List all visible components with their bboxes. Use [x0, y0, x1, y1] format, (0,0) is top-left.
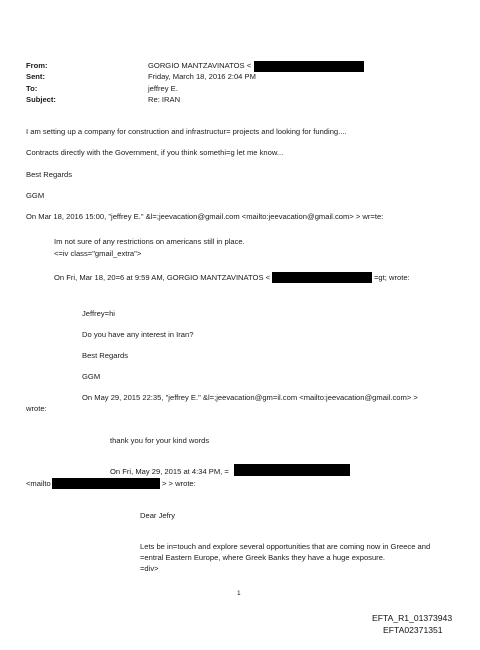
quote-3-wrote: wrote: [26, 404, 47, 413]
redaction-quote-4-sender [234, 464, 350, 476]
quote-4-greeting: Dear Jefry [140, 511, 176, 520]
bates-number-2: EFTA02371351 [383, 625, 443, 635]
sent-label: Sent: [26, 72, 45, 81]
signature-2: GGM [82, 372, 101, 381]
quote-4-line-1: Lets be in=touch and explore several opportunities that are coming now in Greece and [140, 542, 431, 551]
from-value: GORGIO MANTZAVINATOS < [148, 61, 252, 70]
body-line-2: Contracts directly with the Government, if you think somethi=g let me know... [26, 148, 284, 157]
sent-value: Friday, March 18, 2016 2:04 PM [148, 72, 256, 81]
from-label: From: [26, 61, 48, 70]
quote-3-header: On May 29, 2015 22:35, "jeffrey E." &l=;jeevacation@gm=il.com <mailto:jeevacation@gmail.com> > [82, 393, 418, 402]
redaction-quote-4-mailto [52, 478, 160, 489]
quote-3-line-1: thank you for your kind words [110, 436, 210, 445]
quote-2-header-start: On Fri, Mar 18, 20=6 at 9:59 AM, GORGIO MANTZAVINATOS < [54, 273, 271, 282]
quote-4-mailto-start: <mailto [26, 479, 51, 488]
quote-2-header-end: =gt; wrote: [374, 273, 410, 282]
to-value: jeffrey E. [148, 84, 178, 93]
redaction-from-email [254, 61, 364, 72]
quote-2-line-1: Jeffrey=hi [82, 309, 115, 318]
quote-4-line-2: =entral Eastern Europe, where Greek Banks they have a huge exposure. [140, 553, 386, 562]
signature-1: GGM [26, 191, 45, 200]
quote-1-line-1: Im not sure of any restrictions on americans still in place. [54, 237, 245, 246]
subject-label: Subject: [26, 95, 56, 104]
body-line-1: I am setting up a company for construction and infrastructur= projects and looking for funding.... [26, 127, 347, 136]
quote-2-line-2: Do you have any interest in Iran? [82, 330, 194, 339]
best-regards-2: Best Regards [82, 351, 129, 360]
subject-value: Re: IRAN [148, 95, 181, 104]
quote-4-line-3: =div> [140, 564, 159, 573]
bates-number-1: EFTA_R1_01373943 [372, 613, 453, 623]
redaction-quote-2-email [272, 272, 372, 283]
quote-1-line-2: <=iv class="gmail_extra"> [54, 249, 142, 258]
quote-1-header: On Mar 18, 2016 15:00, "jeffrey E." &l=;jeevacation@gmail.com <mailto:jeevacation@gmail.com> > wr=te: [26, 212, 384, 221]
best-regards-1: Best Regards [26, 170, 73, 179]
to-label: To: [26, 84, 38, 93]
quote-4-header-start: On Fri, May 29, 2015 at 4:34 PM, = [110, 467, 229, 476]
quote-4-mailto-end: > > wrote: [162, 479, 196, 488]
page-number: 1 [237, 590, 241, 597]
